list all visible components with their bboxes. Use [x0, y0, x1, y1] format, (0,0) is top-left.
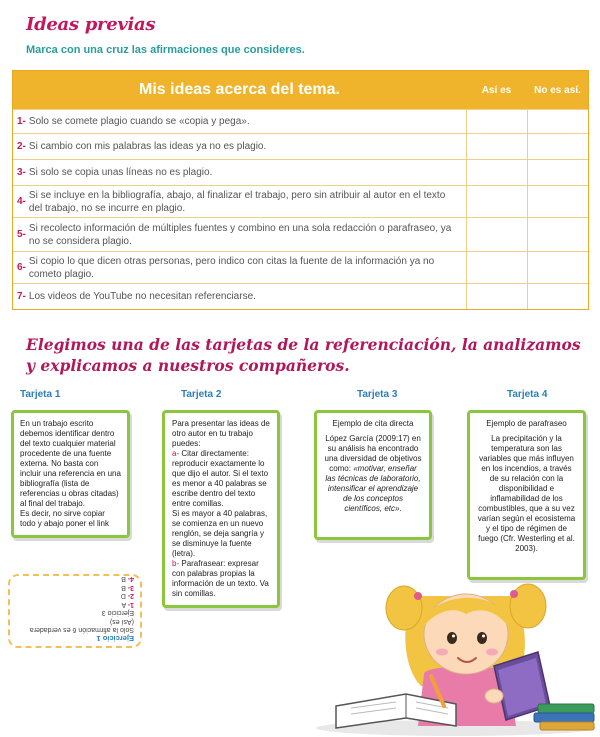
exercise-title: Ejercicio 1 — [96, 634, 134, 643]
statement-text: Los videos de YouTube no necesitan referenciarse. — [28, 291, 256, 302]
statement-text: Si cambio con mis palabras las ideas ya no es plagio. — [28, 141, 267, 152]
table-row — [13, 159, 588, 185]
card-label-1: Tarjeta 1 — [20, 389, 61, 400]
card-title: Ejemplo de parafraseo — [486, 419, 567, 428]
answer-item — [16, 591, 134, 600]
option-a-text-2: Si es mayor a 40 palabras, se comienza en un nuevo renglón, se deja sangría y se disminuye la fuente (letra). — [172, 509, 268, 558]
card-title: Ejemplo de cita directa — [332, 419, 414, 428]
answer-value: A — [121, 601, 127, 608]
statement-number: 6- — [17, 262, 26, 273]
card-end: . — [399, 504, 402, 513]
checkbox-cell-yes[interactable] — [466, 160, 527, 185]
answer-number: 2- — [127, 592, 134, 600]
eye-right-highlight-shape — [482, 635, 485, 638]
cheek-right-shape — [486, 649, 498, 656]
checkbox-cell-yes[interactable] — [466, 186, 527, 217]
card-tarjeta-3 — [314, 410, 432, 540]
book-green-shape — [538, 704, 594, 713]
table-header — [13, 71, 588, 109]
checkbox-cell-yes[interactable] — [466, 252, 527, 283]
checkbox-cell-no[interactable] — [527, 134, 588, 159]
card-text-2: Es decir, no sirve copiar todo y abajo poner el link — [20, 509, 109, 528]
checkbox-cell-no[interactable] — [527, 284, 588, 309]
hair-tie-left-shape — [414, 592, 422, 600]
table-header-title: Mis ideas acerca del tema. — [139, 81, 340, 98]
table-row — [13, 133, 588, 159]
table-row — [13, 217, 588, 251]
card-text: López García (2009:17) en su análisis ha encontrado una diversidad de objetivos como: — [324, 434, 422, 473]
statement-text: Solo se comete plagio cuando se «copia y pega». — [28, 116, 250, 127]
section-title-tarjetas: Elegimos una de las tarjetas de la referenciación, la analizamos y explicamos a nuestros compañeros. — [26, 335, 581, 375]
table-row — [13, 283, 588, 309]
option-b-text: Parafrasear: expresar con palabras propias la información de un texto. Va sin comillas. — [172, 559, 269, 598]
table-row — [13, 251, 588, 283]
answer-item — [16, 583, 134, 592]
column-header-yes: Así es — [481, 84, 512, 96]
statement-text: Si recolecto información de múltiples fuentes y combino en una sola redacción o parafraseo, ya no se considera plagio. — [28, 222, 452, 247]
section-title-ideas-previas: Ideas previas — [26, 14, 156, 35]
card-text: La precipitación y la temperatura son las variables que más influyen en los incendios, a través de su relación con la disponibilidad e inflamabilidad de los combustibles, que a su vez varían según el ecosistema y el tipo de régimen de fuego (Cfr. Westerling et al. 2003). — [477, 434, 576, 553]
answer-number: 3- — [127, 584, 134, 591]
hair-tie-right-shape — [510, 590, 518, 598]
checkbox-cell-no[interactable] — [527, 110, 588, 133]
card-label-3: Tarjeta 3 — [357, 389, 398, 400]
checkbox-cell-no[interactable] — [527, 160, 588, 185]
option-b-marker: b- — [172, 559, 180, 568]
eye-right-shape — [477, 632, 487, 644]
statement-number: 7- — [17, 291, 26, 302]
exercise-line-2: Ejercicio 3 — [101, 609, 134, 617]
exercise-line-1: Solo la afirmación 6 es verdadera (Así es) — [29, 618, 134, 634]
card-quote: «motivar, enseñar las técnicas de laboratorio, intensificar el aprendizaje de los conceptos científicos, etc» — [325, 464, 421, 513]
column-header-no: No es así. — [534, 84, 581, 96]
table-row — [13, 109, 588, 133]
ideas-table — [12, 70, 589, 310]
answer-item — [16, 574, 134, 583]
checkbox-cell-yes[interactable] — [466, 284, 527, 309]
statement-number: 3- — [17, 167, 26, 178]
statement-number: 2- — [17, 141, 26, 152]
answer-value: B — [121, 575, 126, 583]
checkbox-cell-no[interactable] — [527, 186, 588, 217]
eye-left-shape — [447, 632, 457, 644]
option-a-marker: a- — [172, 449, 180, 458]
checkbox-cell-yes[interactable] — [466, 218, 527, 251]
instruction-text: Marca con una cruz las afirmaciones que consideres. — [26, 44, 305, 56]
checkbox-cell-no[interactable] — [527, 218, 588, 251]
answer-number: 4- — [127, 575, 134, 583]
card-label-4: Tarjeta 4 — [507, 389, 548, 400]
card-tarjeta-4 — [467, 410, 586, 580]
statement-text: Si solo se copia unas líneas no es plagio. — [28, 167, 213, 178]
upside-down-answer-note — [8, 574, 142, 648]
answer-value: B — [121, 584, 126, 591]
card-tarjeta-1 — [11, 410, 130, 538]
statement-number: 5- — [17, 229, 26, 240]
card-label-2: Tarjeta 2 — [181, 389, 222, 400]
answer-value: D — [120, 592, 126, 600]
table-row — [13, 185, 588, 217]
statement-text: Si copio lo que dicen otras personas, pero indico con citas la fuente de la información ya no cometo plagio. — [28, 255, 435, 280]
book-blue-shape — [534, 713, 594, 722]
statement-number: 4- — [17, 196, 26, 207]
answer-number: 1- — [127, 601, 134, 608]
statement-number: 1- — [17, 116, 26, 127]
checkbox-cell-yes[interactable] — [466, 134, 527, 159]
card-tarjeta-2 — [162, 410, 280, 608]
hand-shape — [485, 689, 503, 703]
eye-left-highlight-shape — [452, 635, 455, 638]
card-intro: Para presentar las ideas de otro autor en tu trabajo puedes: — [172, 419, 270, 448]
card-text: En un trabajo escrito debemos identificar dentro del texto cualquier material procedente de una fuente externa. No basta con incluir una referencia en una bibliografía (lista de referencias u obras citadas) al final del trabajo. — [20, 419, 121, 508]
answer-item — [16, 600, 134, 609]
option-a-text: Citar directamente: reproducir exactamente lo que dijo el autor. Si el texto es menor a 40 palabras se escribe dentro del texto entre comillas. — [172, 449, 269, 508]
girl-studying-illustration — [306, 556, 598, 737]
book-yellow-shape — [540, 722, 594, 730]
statement-text: Si se incluye en la bibliografía, abajo, al finalizar el trabajo, pero sin atribuir al autor en el texto del trabajo, no se incurre en plagio. — [28, 189, 446, 214]
checkbox-cell-yes[interactable] — [466, 110, 527, 133]
cheek-left-shape — [436, 649, 448, 656]
checkbox-cell-no[interactable] — [527, 252, 588, 283]
